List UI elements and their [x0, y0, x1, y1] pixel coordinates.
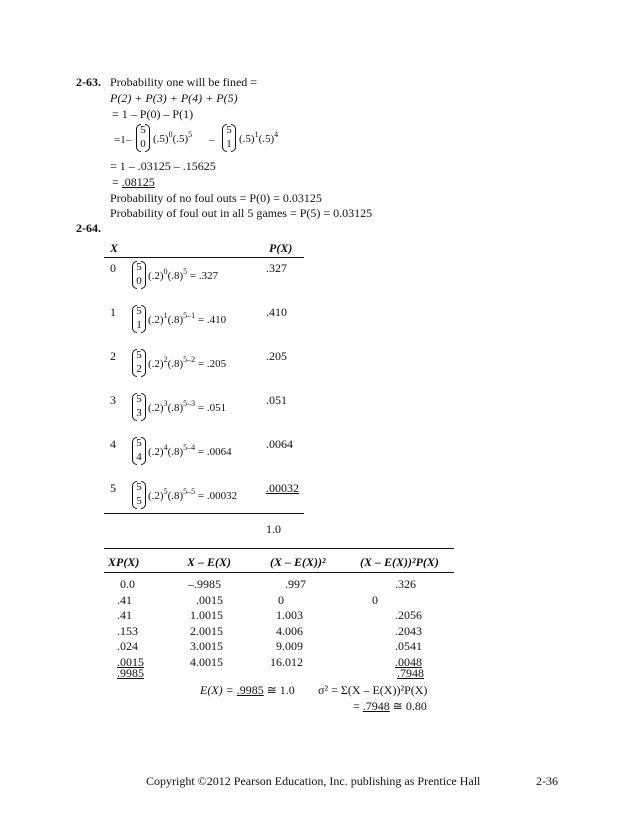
table1-x-value: 2 [110, 349, 116, 363]
table1-term: $(.2)^4(.8)^{5-4} = .0064$ [148, 443, 232, 458]
problem-263-line6: = .08125 [112, 175, 155, 189]
table2-top-rule [104, 548, 454, 549]
binom-coeff: 5 1 [132, 305, 144, 333]
table2-cell: 16.012 [270, 655, 303, 669]
table2-sum-xp: .9985 [117, 666, 144, 680]
table2-cell: 9.009 [276, 639, 303, 654]
binom-coeff: 5 3 [132, 393, 144, 421]
problem-263-label: 2-63. [76, 75, 101, 89]
problem-263-line3: = 1 – P(0) – P(1) [112, 107, 194, 121]
table2-header-xp: XP(X) [108, 555, 140, 569]
problem-263-line2: P(2) + P(3) + P(4) + P(5) [110, 91, 238, 105]
table2-cell: 4.006 [276, 623, 303, 638]
table1-total: 1.0 [266, 522, 281, 536]
table2-cell: .997 [285, 577, 306, 591]
table2-cell: .153 [117, 623, 138, 638]
table2-cell: 3.0015 [190, 639, 223, 654]
term-p1: $(.5)^1(.5)^4$ [239, 130, 279, 145]
problem-263-line7: Probability of no foul outs = P(0) = 0.03125 [110, 191, 322, 205]
table2-header-devsq: (X – E(X))² [270, 555, 326, 569]
table2-sum-var: .7948 [397, 666, 424, 680]
table1-px-value: .205 [266, 349, 287, 363]
table1-term: $(.2)^0(.8)^5 = .327$ [148, 267, 219, 282]
table2-header-rule [104, 572, 454, 573]
problem-263-line8: Probability of foul out in all 5 games = P(5) = 0.03125 [110, 206, 373, 220]
table2-cell: .0015 [196, 592, 223, 607]
table2-cell: –.9985 [188, 577, 221, 591]
table1-total-rule [104, 513, 304, 514]
variance-value: = .7948 ≅ 0.80 [353, 699, 427, 713]
binom-coeff: 5 2 [132, 349, 144, 377]
binom-coeff: 5 5 [132, 481, 144, 509]
table1-term: $(.2)^5(.8)^{5-5} = .00032$ [148, 487, 238, 502]
table1-header-x: X [110, 241, 119, 255]
variance-formula: σ² = Σ(X – E(X))²P(X) [318, 683, 428, 697]
table2-cell: .0048 [395, 655, 422, 669]
table1-px-value: .0064 [266, 437, 293, 451]
table1-x-value: 5 [110, 481, 116, 495]
binom-coeff: 5 0 [132, 261, 144, 289]
table1-term: $(.2)^3(.8)^{5-3} = .051$ [148, 399, 227, 414]
table1-term: $(.2)^2(.8)^{5-2} = .205$ [148, 355, 227, 370]
table2-cell: 2.0015 [190, 623, 223, 638]
table2-cell: .0541 [395, 639, 422, 654]
table1-px-value: .327 [266, 261, 287, 275]
table2-cell: 0 [372, 592, 378, 607]
table2-cell: 0 [278, 592, 284, 607]
binom-coeff: 5 4 [132, 437, 144, 465]
binom-coeff-5-0: 5 0 [136, 124, 148, 152]
table1-px-value: .051 [266, 393, 287, 407]
table1-header-px: P(X) [269, 241, 293, 255]
table2-cell: .326 [395, 577, 416, 591]
table2-header-dev: X – E(X) [187, 555, 232, 569]
table2-cell: 1.003 [276, 608, 303, 623]
table2-cell: 1.0015 [190, 608, 223, 623]
problem-263-line1: Probability one will be fined = [110, 75, 258, 89]
table2-cell: .024 [117, 639, 138, 654]
table2-cell: 4.0015 [190, 655, 223, 669]
table1-x-value: 0 [110, 261, 116, 275]
table2-cell: .41 [117, 608, 132, 623]
table2-cell: .2056 [395, 608, 422, 623]
table1-header-rule [104, 257, 304, 258]
expected-value: E(X) = .9985 ≅ 1.0 [200, 683, 295, 697]
minus-sign: – [209, 134, 215, 146]
problem-264-label: 2-64. [76, 221, 101, 235]
table2-cell: .0015 [117, 655, 144, 669]
term-p0: $(.5)^0(.5)^5$ [153, 130, 193, 145]
binom-coeff-5-1: 5 1 [222, 124, 234, 152]
table1-x-value: 1 [110, 305, 116, 319]
eq-prefix: =1– [114, 134, 132, 146]
table1-px-value: .00032 [266, 481, 299, 495]
problem-263-line5: = 1 – .03125 – .15625 [110, 159, 216, 173]
footer-page-number: 2-36 [536, 774, 558, 788]
table1-px-value: .410 [266, 305, 287, 319]
table1-term: $(.2)^1(.8)^{5-1} = .410$ [148, 311, 227, 326]
table2-cell: .2043 [395, 623, 422, 638]
table1-x-value: 4 [110, 437, 116, 451]
table2-cell: .41 [117, 592, 132, 607]
table1-x-value: 3 [110, 393, 116, 407]
table2-header-devsqp: (X – E(X))²P(X) [360, 555, 439, 569]
table2-cell: 0.0 [120, 577, 135, 591]
footer-copyright: Copyright ©2012 Pearson Education, Inc. publishing as Prentice Hall [146, 774, 481, 788]
